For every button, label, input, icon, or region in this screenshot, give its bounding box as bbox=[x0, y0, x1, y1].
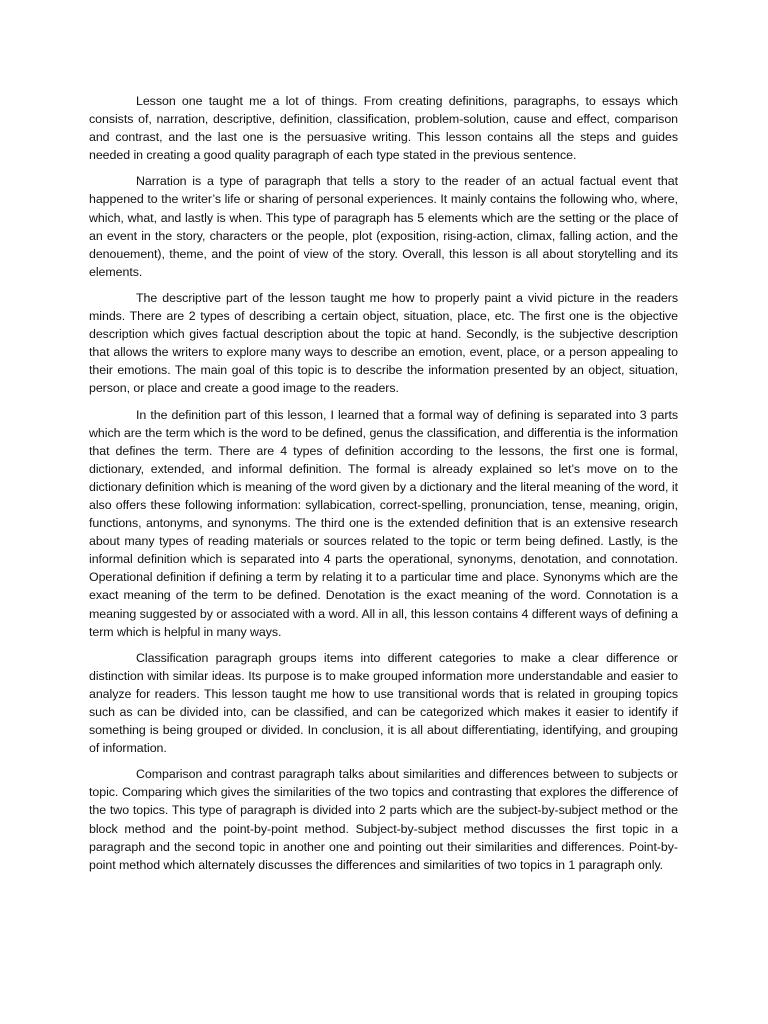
paragraph-narration: Narration is a type of paragraph that tells a story to the reader of an actual factual event that happened to the writer’s life or sharing of personal experiences. It mainly contains the following who, where, which, what, and lastly is when. This type of paragraph has 5 elements which are the setting or the place of an event in the story, characters or the people, plot (exposition, rising-action, climax, falling action, and the denouement), theme, and the point of view of the story. Overall, this lesson is all about storytelling and its elements. bbox=[89, 174, 678, 279]
paragraph-definition: In the definition part of this lesson, I learned that a formal way of defining is separated into 3 parts which are the term which is the word to be defined, genus the classification, and differentia is the information that defines the term. There are 4 types of definition according to the lessons, the first one is formal, dictionary, extended, and informal definition. The formal is already explained so let’s move on to the dictionary definition which is meaning of the word given by a dictionary and the literal meaning of the word, it also offers these following information: syllabication, correct-spelling, pronunciation, tense, meaning, origin, functions, antonyms, and synonyms. The third one is the extended definition that is an extensive research about many types of reading materials or sources related to the topic or term being defined. Lastly, is the informal definition which is separated into 4 parts the operational, synonyms, denotation, and connotation. Operational definition if defining a term by relating it to a particular time and place. Synonyms which are the exact meaning of the term to be defined. Denotation is the exact meaning of the word. Connotation is a meaning suggested by or associated with a word. All in all, this lesson contains 4 different ways of defining a term which is helpful in many ways. bbox=[89, 407, 678, 639]
paragraph-intro: Lesson one taught me a lot of things. From creating definitions, paragraphs, to essays which consists of, narration, descriptive, definition, classification, problem-solution, cause and effect, comparison and contrast, and the last one is the persuasive writing. This lesson contains all the steps and guides needed in creating a good quality paragraph of each type stated in the previous sentence. bbox=[89, 94, 678, 163]
paragraph-descriptive: The descriptive part of the lesson taught me how to properly paint a vivid picture in the readers minds. There are 2 types of describing a certain object, situation, place, etc. The first one is the objective description which gives factual description about the topic at hand. Secondly, is the subjective description that allows the writers to explore many ways to describe an emotion, event, place, or a person appealing to their emotions. The main goal of this topic is to describe the information presented by an object, situation, person, or place and create a good image to the readers. bbox=[89, 290, 678, 396]
document-body bbox=[89, 92, 678, 882]
paragraph-classification: Classification paragraph groups items into different categories to make a clear difference or distinction with similar ideas. Its purpose is to make grouped information more understandable and easier to analyze for readers. This lesson taught me how to use transitional words that is related in grouping topics such as can be divided into, can be classified, and can be categorized which makes it easier to identify if something is being grouped or divided. In conclusion, it is all about differentiating, identifying, and grouping of information. bbox=[89, 650, 678, 756]
paragraph-comparison-contrast: Comparison and contrast paragraph talks about similarities and differences between to subjects or topic. Comparing which gives the similarities of the two topics and contrasting that explores the difference of the two topics. This type of paragraph is divided into 2 parts which are the subject-by-subject method or the block method and the point-by-point method. Subject-by-subject method discusses the first topic in a paragraph and the second topic in another one and pointing out their similarities and differences. Point-by-point method which alternately discusses the differences and similarities of two topics in 1 paragraph only. bbox=[89, 767, 678, 872]
